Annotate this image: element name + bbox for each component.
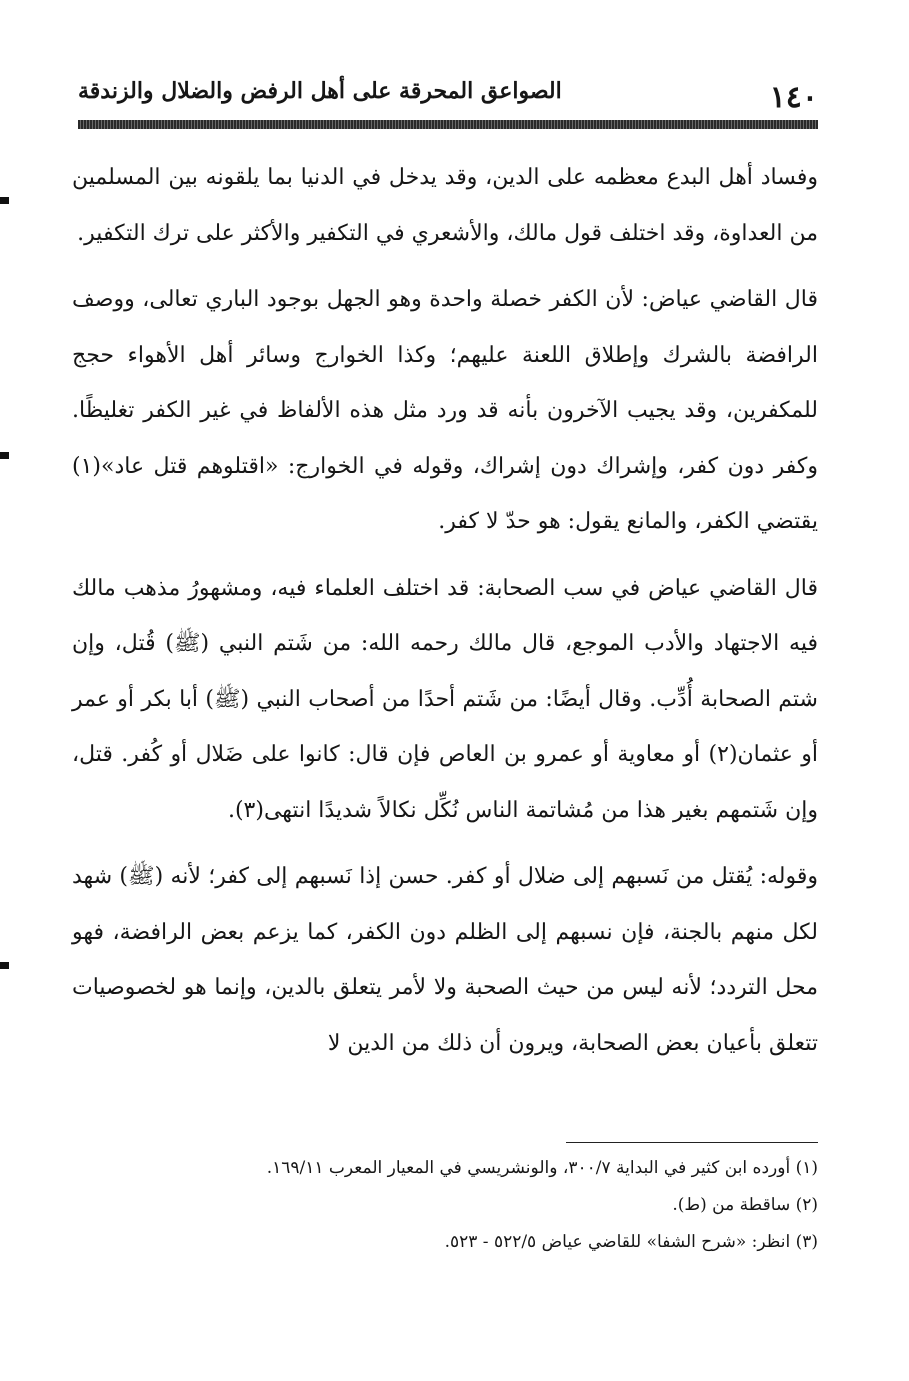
body-text [72,150,818,1071]
paragraph-3: قال القاضي عياض في سب الصحابة: قد اختلف العلماء فيه، ومشهورُ مذهب مالك فيه الاجتهاد والأدب الموجع، قال مالك رحمه الله: من شَتم النبي (ﷺ) قُتل، وإن شتم الصحابة أُدِّب. وقال أيضًا: من شَتم أحدًا من أصحاب النبي (ﷺ) أبا بكر أو عمر أو عثمان(٢) أو معاوية أو عمرو بن العاص فإن قال: كانوا على ضَلال أو كُفر. قتل، وإن شَتمهم بغير هذا من مُشاتمة الناس نُكِّل نكالاً شديدًا انتهى(٣). [72,575,818,823]
margin-mark [0,197,9,204]
margin-mark [0,452,9,459]
paragraph-2: قال القاضي عياض: لأن الكفر خصلة واحدة وهو الجهل بوجود الباري تعالى، ووصف الرافضة بالشرك وإطلاق اللعنة عليهم؛ وكذا الخوارج وسائر أهل الأهواء حجج للمكفرين، وقد يجيب الآخرون بأنه قد ورد مثل هذه الألفاظ في غير الكفر تغليظًا. وكفر دون كفر، وإشراك دون إشراك، وقوله في الخوارج: «اقتلوهم قتل عاد»(١) يقتضي الكفر، والمانع يقول: هو حدّ لا كفر. [72,287,818,534]
footnotes [150,1150,818,1261]
page-header [78,74,818,118]
page-number: ١٤٠ [769,80,818,115]
header-rule [78,120,818,129]
paragraph-1: وفساد أهل البدع معظمه على الدين، وقد يدخل في الدنيا بما يلقونه بين المسلمين من العداوة، وقد اختلف قول مالك، والأشعري في التكفير والأكثر على ترك التكفير. [72,165,818,246]
running-title: الصواعق المحرقة على أهل الرفض والضلال والزندقة [78,78,562,104]
footnote-3: (٣) انظر: «شرح الشفا» للقاضي عياض ٥٢٢/٥ - ٥٢٣. [444,1232,818,1252]
footnote-rule [566,1142,818,1143]
margin-mark [0,962,9,969]
footnote-1: (١) أورده ابن كثير في البداية ٣٠٠/٧، والونشريسي في المعيار المعرب ١٦٩/١١. [266,1158,818,1178]
footnote-2: (٢) ساقطة من (ط). [672,1195,818,1215]
paragraph-4: وقوله: يُقتل من نَسبهم إلى ضلال أو كفر. حسن إذا نَسبهم إلى كفر؛ لأنه (ﷺ) شهد لكل منهم بالجنة، فإن نسبهم إلى الظلم دون الكفر، كما يزعم بعض الرافضة، فهو محل التردد؛ لأنه ليس من حيث الصحبة ولا لأمر يتعلق بالدين، وإنما هو لخصوصيات تتعلق بأعيان بعض الصحابة، ويرون أن ذلك من الدين لا [72,864,819,1056]
